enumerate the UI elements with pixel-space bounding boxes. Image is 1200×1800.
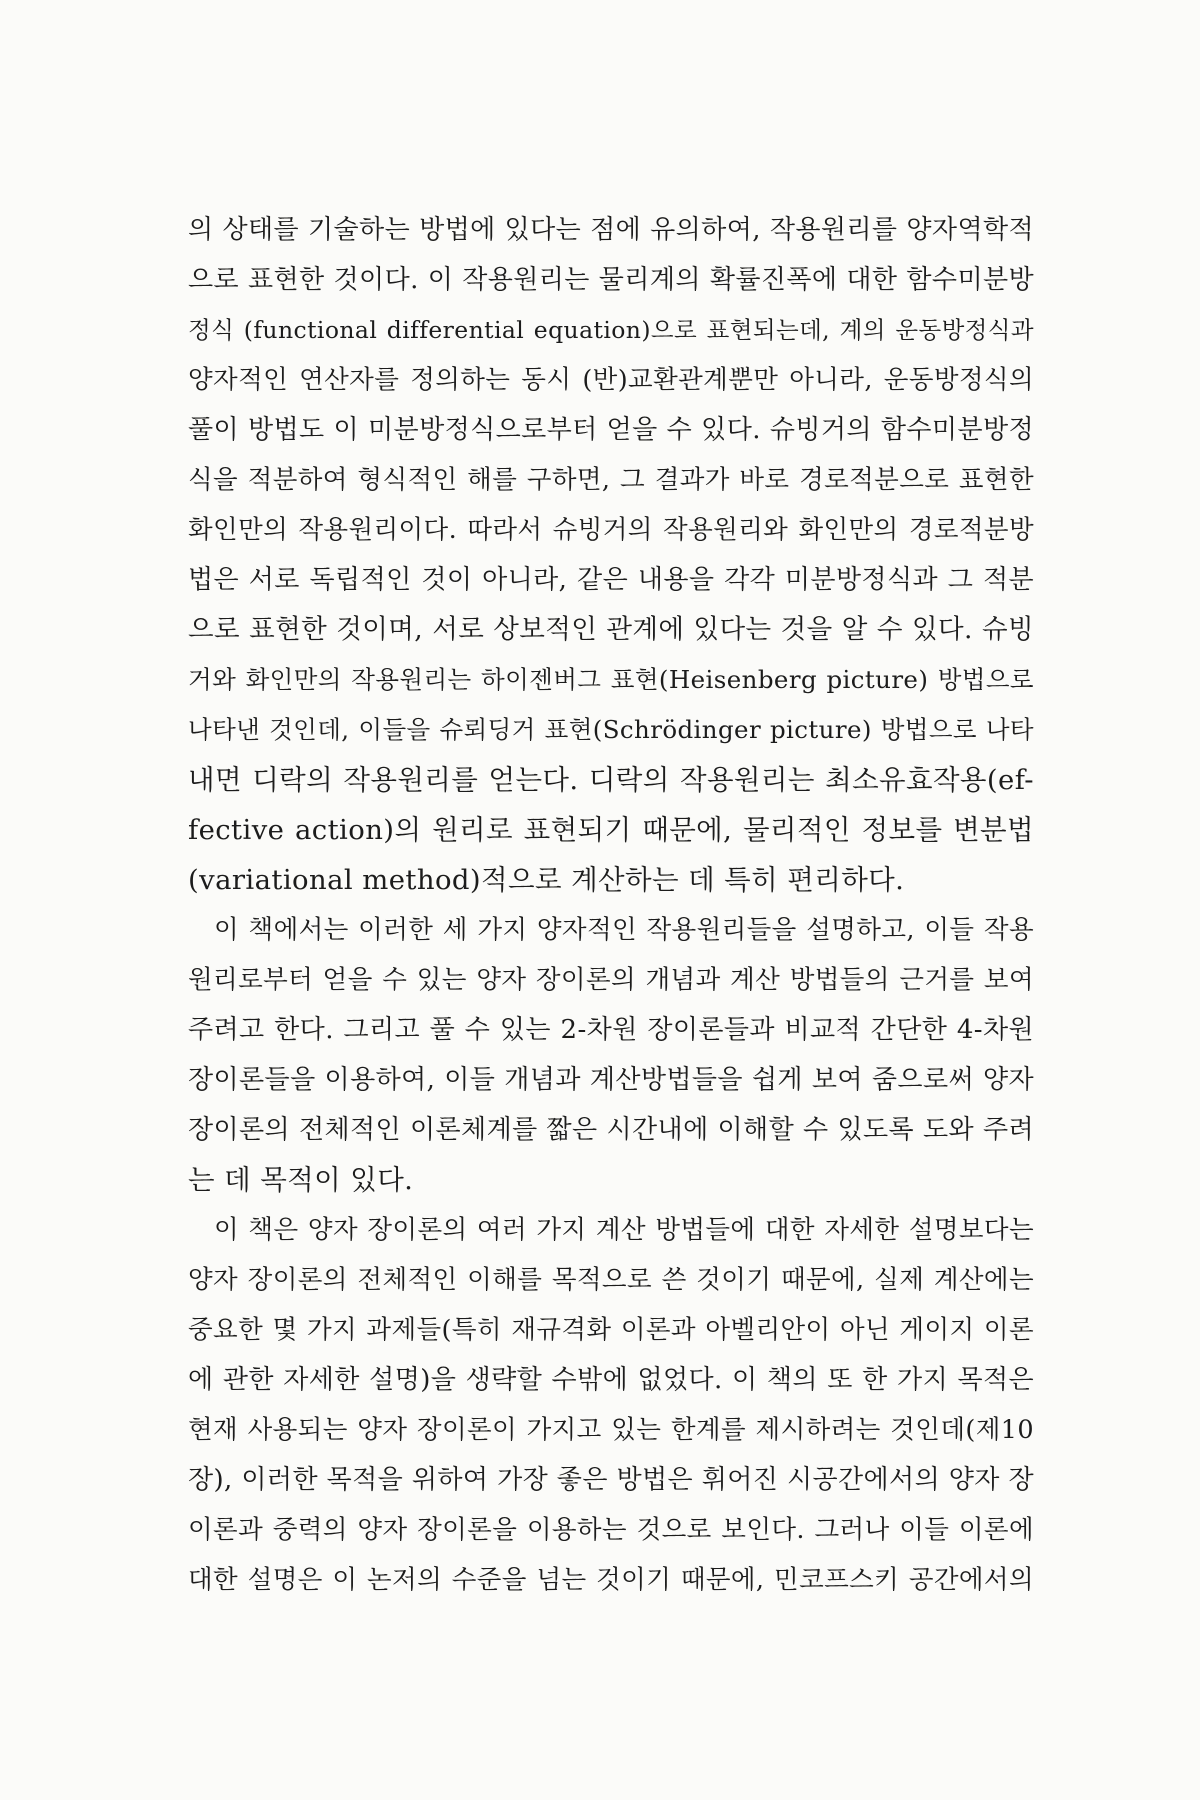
text-line: 거와 화인만의 작용원리는 하이젠버그 표현(Heisenberg picture) 방법으로 [188,665,1034,694]
text-line: 의 상태를 기술하는 방법에 있다는 점에 유의하여, 작용원리를 양자역학적 [188,215,1034,245]
paragraph-2 [188,905,1034,1205]
text-line: 장이론들을 이용하여, 이들 개념과 계산방법들을 쉽게 보여 줌으로써 양자 [188,1065,1034,1095]
text-line: 법은 서로 독립적인 것이 아니라, 같은 내용을 각각 미분방정식과 그 적분 [188,565,1034,595]
text-line: 나타낸 것인데, 이들을 슈뢰딩거 표현(Schrödinger picture) 방법으로 나타 [188,715,1034,744]
text-line: 으로 표현한 것이다. 이 작용원리는 물리계의 확률진폭에 대한 함수미분방 [188,265,1034,295]
text-line: 양자 장이론의 전체적인 이해를 목적으로 쓴 것이기 때문에, 실제 계산에는 [188,1265,1034,1295]
text-line: 대한 설명은 이 논저의 수준을 넘는 것이기 때문에, 민코프스키 공간에서의 [188,1565,1034,1595]
text-line: 는 데 목적이 있다. [188,1164,414,1196]
text-line: 정식 (functional differential equation)으로 표현되는데, 계의 운동방정식과 [188,316,1034,344]
text-line: 원리로부터 얻을 수 있는 양자 장이론의 개념과 계산 방법들의 근거를 보여 [188,965,1034,995]
text-line: 현재 사용되는 양자 장이론이 가지고 있는 한계를 제시하려는 것인데(제10 [188,1415,1034,1445]
text-line: fective action)의 원리로 표현되기 때문에, 물리적인 정보를 변분법 [188,814,1034,846]
text-line: (variational method)적으로 계산하는 데 특히 편리하다. [188,864,905,896]
text-line: 풀이 방법도 이 미분방정식으로부터 얻을 수 있다. 슈빙거의 함수미분방정 [188,415,1034,445]
text-line: 에 관한 자세한 설명)을 생략할 수밖에 없었다. 이 책의 또 한 가지 목적은 [188,1365,1034,1395]
paragraph-1 [188,205,1034,905]
text-line: 식을 적분하여 형식적인 해를 구하면, 그 결과가 바로 경로적분으로 표현한 [188,465,1034,495]
text-line: 이 책은 양자 장이론의 여러 가지 계산 방법들에 대한 자세한 설명보다는 [214,1215,1034,1245]
text-line: 으로 표현한 것이며, 서로 상보적인 관계에 있다는 것을 알 수 있다. 슈빙 [188,614,1034,645]
text-line: 화인만의 작용원리이다. 따라서 슈빙거의 작용원리와 화인만의 경로적분방 [188,515,1034,545]
text-line: 양자적인 연산자를 정의하는 동시 (반)교환관계뿐만 아니라, 운동방정식의 [188,365,1034,395]
body-text [188,205,1034,1605]
text-line: 장), 이러한 목적을 위하여 가장 좋은 방법은 휘어진 시공간에서의 양자 장 [188,1465,1034,1495]
text-line: 내면 디락의 작용원리를 얻는다. 디락의 작용원리는 최소유효작용(ef- [188,764,1034,796]
text-line: 장이론의 전체적인 이론체계를 짧은 시간내에 이해할 수 있도록 도와 주려 [188,1115,1034,1145]
text-line: 이론과 중력의 양자 장이론을 이용하는 것으로 보인다. 그러나 이들 이론에 [188,1515,1034,1545]
text-line: 중요한 몇 가지 과제들(특히 재규격화 이론과 아벨리안이 아닌 게이지 이론 [188,1315,1034,1345]
paragraph-3 [188,1205,1034,1605]
text-line: 주려고 한다. 그리고 풀 수 있는 2-차원 장이론들과 비교적 간단한 4-차원 [188,1015,1034,1045]
text-line: 이 책에서는 이러한 세 가지 양자적인 작용원리들을 설명하고, 이들 작용 [214,915,1034,945]
